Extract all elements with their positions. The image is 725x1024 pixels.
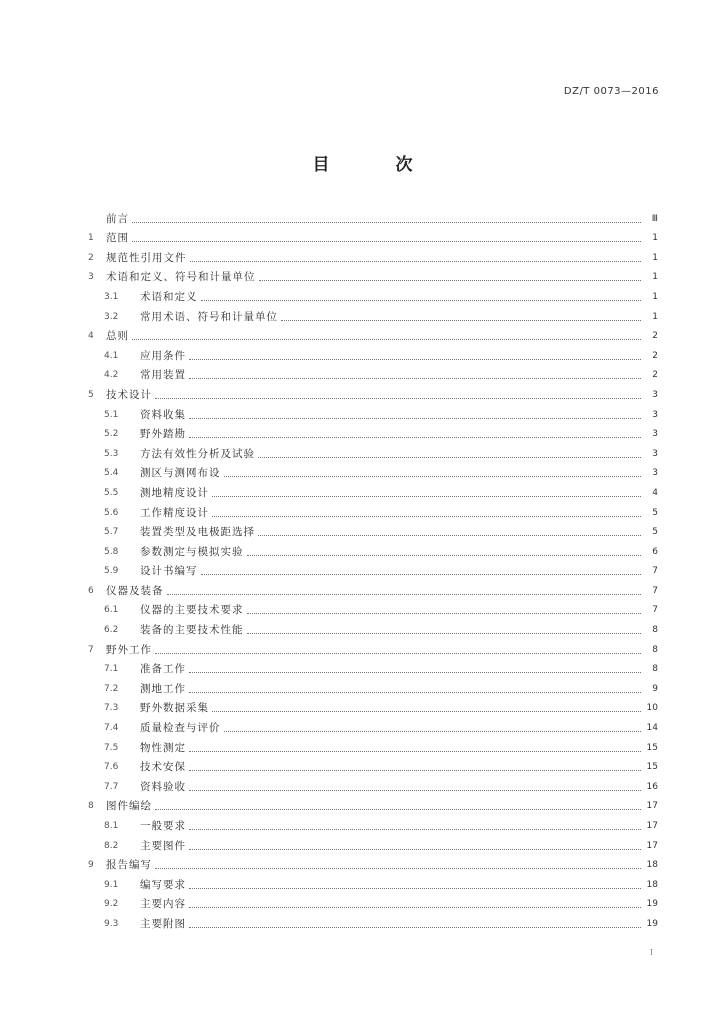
- toc-entry-label: 主要图件: [140, 839, 186, 852]
- toc-entry-label: 范围: [106, 232, 129, 245]
- toc-entry[interactable]: [88, 872, 658, 892]
- toc-entry[interactable]: [88, 676, 658, 696]
- toc-dot-leader: [189, 358, 641, 360]
- toc-entry-page: 10: [646, 703, 658, 714]
- toc-entry-page: 8: [652, 644, 658, 655]
- toc-entry-page: 19: [646, 899, 658, 910]
- toc-entry-page: 5: [652, 527, 658, 538]
- toc-entry-label: 野外踏勘: [140, 428, 186, 441]
- toc-entry-number: 7.1: [104, 664, 119, 675]
- toc-entry-page: 4: [652, 487, 658, 498]
- toc-entry-label: 物性测定: [140, 741, 186, 754]
- toc-entry[interactable]: [88, 284, 658, 304]
- toc-entry[interactable]: [88, 343, 658, 363]
- toc-entry-page: 8: [652, 664, 658, 675]
- toc-entry-number: 6.2: [104, 625, 119, 636]
- toc-entry-number: 2: [88, 252, 94, 263]
- toc-dot-leader: [259, 279, 642, 281]
- toc-dot-leader: [155, 808, 641, 810]
- toc-entry[interactable]: [88, 755, 658, 775]
- toc-dot-leader: [132, 240, 641, 242]
- toc-entry-page: 17: [646, 840, 658, 851]
- toc-entry[interactable]: [88, 324, 658, 344]
- toc-entry-page: 14: [646, 723, 658, 734]
- toc-entry-number: 5.8: [104, 546, 119, 557]
- toc-entry[interactable]: [88, 265, 658, 285]
- toc-entry[interactable]: [88, 480, 658, 500]
- toc-entry-label: 质量检查与评价: [140, 722, 221, 735]
- toc-entry-label: 总则: [106, 330, 129, 343]
- toc-entry-label: 装备的主要技术性能: [140, 624, 244, 637]
- toc-entry-page: 2: [652, 370, 658, 381]
- toc-entry-number: 7.3: [104, 703, 119, 714]
- toc-entry[interactable]: [88, 206, 658, 226]
- toc-entry[interactable]: [88, 813, 658, 833]
- toc-entry-page: 3: [652, 389, 658, 400]
- toc-entry-number: 5.2: [104, 429, 119, 440]
- toc-entry-number: 5.6: [104, 507, 119, 518]
- toc-entry-number: 5.3: [104, 448, 119, 459]
- toc-entry-number: 8: [88, 801, 94, 812]
- toc-dot-leader: [212, 495, 641, 497]
- toc-entry-label: 野外工作: [106, 643, 152, 656]
- toc-entry[interactable]: [88, 794, 658, 814]
- toc-title: 目 次: [312, 155, 443, 175]
- toc-dot-leader: [189, 848, 641, 850]
- toc-entry[interactable]: [88, 833, 658, 853]
- toc-entry[interactable]: [88, 559, 658, 579]
- toc-entry-page: 3: [652, 448, 658, 459]
- page-number: I: [649, 948, 653, 957]
- toc-entry-label: 规范性引用文件: [106, 251, 187, 264]
- toc-entry-number: 5.7: [104, 527, 119, 538]
- toc-entry-label: 准备工作: [140, 663, 186, 676]
- toc-entry-page: 1: [652, 311, 658, 322]
- toc-entry-label: 仪器的主要技术要求: [140, 604, 244, 617]
- toc-dot-leader: [189, 436, 641, 438]
- toc-entry-number: 4.1: [104, 350, 119, 361]
- toc-entry[interactable]: [88, 617, 658, 637]
- toc-entry-page: 2: [652, 350, 658, 361]
- toc-entry-number: 7.2: [104, 683, 119, 694]
- toc-entry-page: Ⅲ: [651, 213, 658, 224]
- toc-dot-leader: [189, 906, 641, 908]
- toc-entry-number: 6.1: [104, 605, 119, 616]
- toc-entry-number: 9: [88, 860, 94, 871]
- toc-entry-label: 一般要求: [140, 820, 186, 832]
- toc-entry[interactable]: [88, 853, 658, 873]
- toc-entry-page: 3: [652, 409, 658, 420]
- toc-entry-number: 3: [88, 272, 94, 283]
- toc-dot-leader: [189, 926, 641, 928]
- toc-entry-page: 7: [652, 566, 658, 577]
- toc-entry-label: 野外数据采集: [140, 702, 209, 715]
- toc-dot-leader: [212, 710, 641, 712]
- toc-entry-page: 1: [652, 272, 658, 283]
- toc-entry-page: 6: [652, 546, 658, 557]
- toc-entry-page: 17: [646, 821, 658, 831]
- toc-entry[interactable]: [88, 696, 658, 716]
- toc-entry-number: 5: [88, 389, 94, 400]
- toc-entry-number: 9.3: [104, 918, 119, 929]
- toc-dot-leader: [189, 691, 641, 693]
- toc-entry-label: 报告编写: [106, 859, 152, 872]
- toc-entry-page: 7: [652, 585, 658, 596]
- toc-entry-number: 9.2: [104, 899, 119, 910]
- toc-entry[interactable]: [88, 892, 658, 912]
- toc-dot-leader: [189, 671, 641, 673]
- toc-entry-number: 7.7: [104, 781, 119, 792]
- toc-entry[interactable]: [88, 500, 658, 520]
- toc-entry-page: 5: [652, 507, 658, 518]
- toc-dot-leader: [132, 338, 641, 340]
- toc-entry-label: 设计书编写: [140, 565, 198, 578]
- toc-entry-page: 18: [646, 879, 658, 890]
- toc-dot-leader: [247, 554, 642, 556]
- toc-entry[interactable]: [88, 774, 658, 794]
- toc-dot-leader: [155, 652, 641, 654]
- toc-dot-leader: [258, 534, 641, 536]
- toc-entry-label: 常用装置: [140, 369, 186, 382]
- toc-entry-page: 16: [646, 781, 658, 792]
- toc-entry-page: 8: [652, 625, 658, 636]
- document-code: DZ/T 0073—2016: [563, 86, 659, 97]
- toc-entry[interactable]: [88, 441, 658, 461]
- toc-entry-label: 装置类型及电极距选择: [140, 526, 255, 539]
- toc-entry-number: 9.1: [104, 879, 119, 890]
- toc-entry-label: 前言: [106, 212, 129, 225]
- toc-entry-page: 1: [652, 291, 658, 302]
- toc-entry[interactable]: [88, 363, 658, 383]
- toc-dot-leader: [189, 789, 641, 791]
- toc-entry[interactable]: [88, 539, 658, 559]
- toc-entry-label: 术语和定义、符号和计量单位: [106, 271, 256, 284]
- toc-entry[interactable]: [88, 735, 658, 755]
- toc-entry-label: 技术设计: [106, 388, 152, 401]
- toc-entry-page: 15: [646, 762, 658, 773]
- toc-entry[interactable]: [88, 382, 658, 402]
- toc-entry-label: 工作精度设计: [140, 506, 209, 519]
- toc-entry-page: 9: [652, 683, 658, 694]
- toc-entry-number: 5.5: [104, 487, 119, 498]
- toc-entry[interactable]: [88, 578, 658, 598]
- toc-entry[interactable]: [88, 304, 658, 324]
- toc-entry-number: 7.6: [104, 762, 119, 773]
- toc-entry-label: 参数测定与模拟实验: [140, 545, 244, 558]
- toc-entry[interactable]: [88, 911, 658, 931]
- toc-dot-leader: [247, 632, 642, 634]
- toc-entry-number: 5.9: [104, 566, 119, 577]
- toc-entry-page: 3: [652, 429, 658, 440]
- toc-entry[interactable]: [88, 461, 658, 481]
- toc-entry-label: 编写要求: [140, 878, 186, 891]
- toc-entry-number: 6: [88, 585, 94, 596]
- toc-entry-number: 7.4: [104, 723, 119, 734]
- toc-entry-label: 常用术语、符号和计量单位: [140, 310, 278, 323]
- toc-entry-number: 5.4: [104, 468, 119, 479]
- toc-entry-page: 18: [646, 860, 658, 871]
- toc-entry-number: 7: [88, 644, 94, 655]
- toc-dot-leader: [155, 397, 641, 399]
- toc-dot-leader: [189, 377, 641, 379]
- toc-entry-page: 15: [646, 742, 658, 753]
- toc-entry[interactable]: [88, 657, 658, 677]
- toc-entry-label: 术语和定义: [140, 290, 198, 303]
- toc-dot-leader: [189, 887, 641, 889]
- toc-entry-number: 3.1: [104, 291, 119, 302]
- toc-dot-leader: [189, 417, 641, 419]
- toc-dot-leader: [189, 828, 641, 830]
- toc-entry-number: 5.1: [104, 409, 119, 420]
- toc-dot-leader: [224, 475, 642, 477]
- toc-dot-leader: [167, 593, 642, 595]
- toc-dot-leader: [189, 750, 641, 752]
- toc-entry-label: 仪器及装备: [106, 584, 164, 597]
- toc-dot-leader: [190, 260, 642, 262]
- toc-entry[interactable]: [88, 245, 658, 265]
- toc-dot-leader: [224, 730, 642, 732]
- toc-entry-label: 测区与测网布设: [140, 467, 221, 480]
- toc-entry[interactable]: [88, 715, 658, 735]
- toc-entry-number: 4: [88, 331, 94, 342]
- toc-entry-page: 17: [646, 801, 658, 812]
- toc-entry-number: 3.2: [104, 311, 119, 322]
- toc-entry-label: 资料验收: [140, 780, 186, 793]
- toc-entry-number: 8.2: [104, 840, 119, 851]
- toc-entry-label: 主要附图: [140, 917, 186, 930]
- toc-entry-number: 7.5: [104, 742, 119, 753]
- toc-entry-label: 测地工作: [140, 682, 186, 695]
- toc-entry-label: 应用条件: [140, 349, 186, 362]
- toc-dot-leader: [201, 573, 642, 575]
- toc-entry[interactable]: [88, 598, 658, 618]
- toc-entry-page: 3: [652, 468, 658, 479]
- toc-list: [88, 206, 658, 931]
- toc-entry-page: 19: [646, 918, 658, 929]
- toc-entry-label: 图件编绘: [106, 800, 152, 813]
- toc-entry-number: 1: [88, 233, 94, 244]
- toc-entry-label: 资料收集: [140, 408, 186, 421]
- toc-dot-leader: [258, 456, 641, 458]
- toc-entry-label: 方法有效性分析及试验: [140, 447, 255, 460]
- toc-entry-label: 技术安保: [140, 761, 186, 774]
- toc-entry-page: 7: [652, 605, 658, 616]
- toc-entry[interactable]: [88, 637, 658, 657]
- toc-dot-leader: [155, 867, 641, 869]
- toc-entry-page: 1: [652, 252, 658, 263]
- toc-dot-leader: [281, 319, 641, 321]
- toc-entry[interactable]: [88, 226, 658, 246]
- toc-entry-page: 1: [652, 233, 658, 244]
- toc-dot-leader: [189, 769, 641, 771]
- toc-dot-leader: [247, 612, 642, 614]
- toc-dot-leader: [201, 299, 642, 301]
- toc-entry-label: 主要内容: [140, 898, 186, 911]
- toc-entry-number: 4.2: [104, 370, 119, 381]
- toc-entry-page: 2: [652, 331, 658, 342]
- toc-dot-leader: [132, 221, 641, 223]
- toc-entry[interactable]: [88, 520, 658, 540]
- toc-entry[interactable]: [88, 422, 658, 442]
- toc-entry[interactable]: [88, 402, 658, 422]
- toc-entry-number: 8.1: [104, 821, 119, 831]
- toc-dot-leader: [212, 515, 641, 517]
- toc-entry-label: 测地精度设计: [140, 486, 209, 499]
